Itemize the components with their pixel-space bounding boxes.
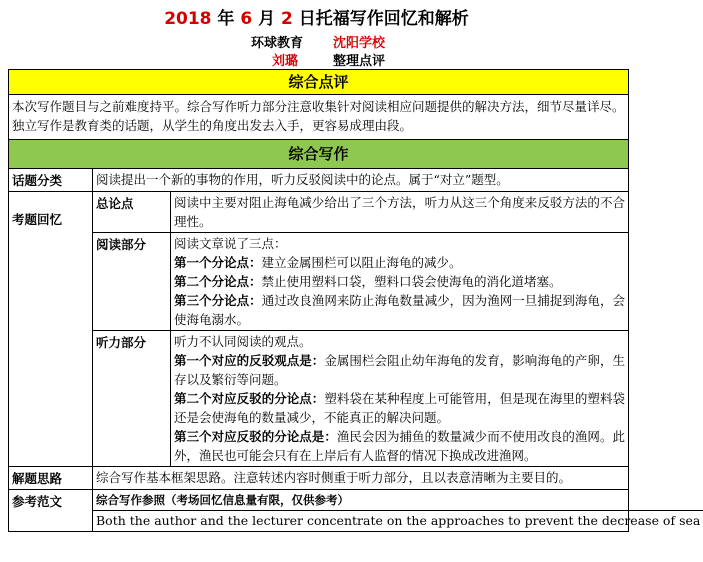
category-text: 阅读提出一个新的事物的作用，听力反驳阅读中的论点。属于“对立”题型。 <box>96 172 509 187</box>
reading-point <box>174 272 625 291</box>
writing-table <box>8 69 701 532</box>
listening-point <box>174 351 625 389</box>
listening-point-value: 渔民会因为捕鱼的数量减少而不使用改良的渔网。此外，渔民也可能会只有在上岸后有人监督的情况下换成改进渔网。 <box>174 429 625 463</box>
sample-text: Both the author and the lecturer concentrate on the approaches to prevent the decrease of sea <box>96 513 701 528</box>
approach-text: 综合写作基本框架思路。注意转述内容时侧重于听力部分，且以表意清晰为主要目的。 <box>96 470 572 485</box>
title-rest: 日托福写作回忆和解析 <box>292 9 469 29</box>
listening-point-value: 塑料袋在某种程度上可能管用，但是现在海里的塑料袋还是会使海龟的数量减少，不能真正的解决问题。 <box>174 391 625 425</box>
reading-point-key: 第三个分论点： <box>174 293 262 308</box>
reading-point <box>174 291 625 329</box>
reading-row <box>93 233 628 331</box>
listening-point <box>174 389 625 427</box>
sample-content <box>93 490 703 531</box>
sample-heading: 综合写作参照（考场回忆信息量有限，仅供参考） <box>93 490 703 511</box>
approach-label: 解题思路 <box>9 467 93 489</box>
recall-label: 考题回忆 <box>9 192 93 466</box>
reading-label: 阅读部分 <box>93 233 171 330</box>
recall-subrows <box>93 192 628 466</box>
title-day: 2 <box>281 9 293 29</box>
author-name: 刘璐 <box>272 54 299 69</box>
listening-point-key: 第一个对应的反驳观点是： <box>174 353 325 368</box>
reading-content <box>171 233 628 330</box>
listening-point-value: 金属围栏会阻止幼年海龟的发育，影响海龟的产卵，生存以及繁衍等问题。 <box>174 353 625 387</box>
main-point-text: 阅读中主要对阻止海龟减少给出了三个方法，听力从这三个角度来反驳方法的不合理性。 <box>174 195 625 229</box>
reading-point-value: 禁止使用塑料口袋，塑料口袋会使海龟的消化道堵塞。 <box>261 274 562 289</box>
overview-band: 综合点评 <box>9 70 628 95</box>
listening-intro: 听力不认同阅读的观点。 <box>174 334 312 349</box>
listening-content <box>171 331 628 466</box>
listening-row <box>93 331 628 466</box>
integrated-band: 综合写作 <box>9 140 628 169</box>
school-name: 沈阳学校 <box>333 36 386 51</box>
reading-point-value: 建立金属围栏可以阻止海龟的减少。 <box>261 255 462 270</box>
page-title <box>0 4 633 29</box>
listening-point-key: 第三个对应反驳的分论点是： <box>174 429 337 444</box>
title-year: 2018 <box>164 9 212 29</box>
reading-intro: 阅读文章说了三点： <box>174 236 287 251</box>
main-point-row <box>93 192 628 233</box>
title-month-unit: 月 <box>252 9 282 29</box>
sample-label: 参考范文 <box>9 490 93 531</box>
category-label: 话题分类 <box>9 169 93 191</box>
author-role: 整理点评 <box>333 54 386 69</box>
recall-row <box>9 192 628 467</box>
category-row <box>9 169 628 192</box>
overview-text: 本次写作题目与之前难度持平。综合写作听力部分注意收集针对阅读相应问题提供的解决方法，细节尽量详尽。独立写作是教育类的话题，从学生的角度出发去入手，更容易成理由段。 <box>9 95 628 140</box>
reading-point-value: 通过改良渔网来防止海龟数量减少，因为渔网一旦捕捉到海龟，会使海龟溺水。 <box>174 293 625 327</box>
listening-point-key: 第二个对应反驳的分论点： <box>174 391 325 406</box>
listening-label: 听力部分 <box>93 331 171 466</box>
org-name: 环球教育 <box>251 36 304 51</box>
main-point-label: 总论点 <box>93 192 171 232</box>
reading-point-key: 第一个分论点： <box>174 255 262 270</box>
title-year-unit: 年 <box>211 9 241 29</box>
reading-point <box>174 253 625 272</box>
listening-point <box>174 427 625 465</box>
title-month: 6 <box>240 9 253 29</box>
reading-point-key: 第二个分论点： <box>174 274 262 289</box>
sample-row <box>9 490 701 531</box>
approach-row <box>9 467 628 490</box>
